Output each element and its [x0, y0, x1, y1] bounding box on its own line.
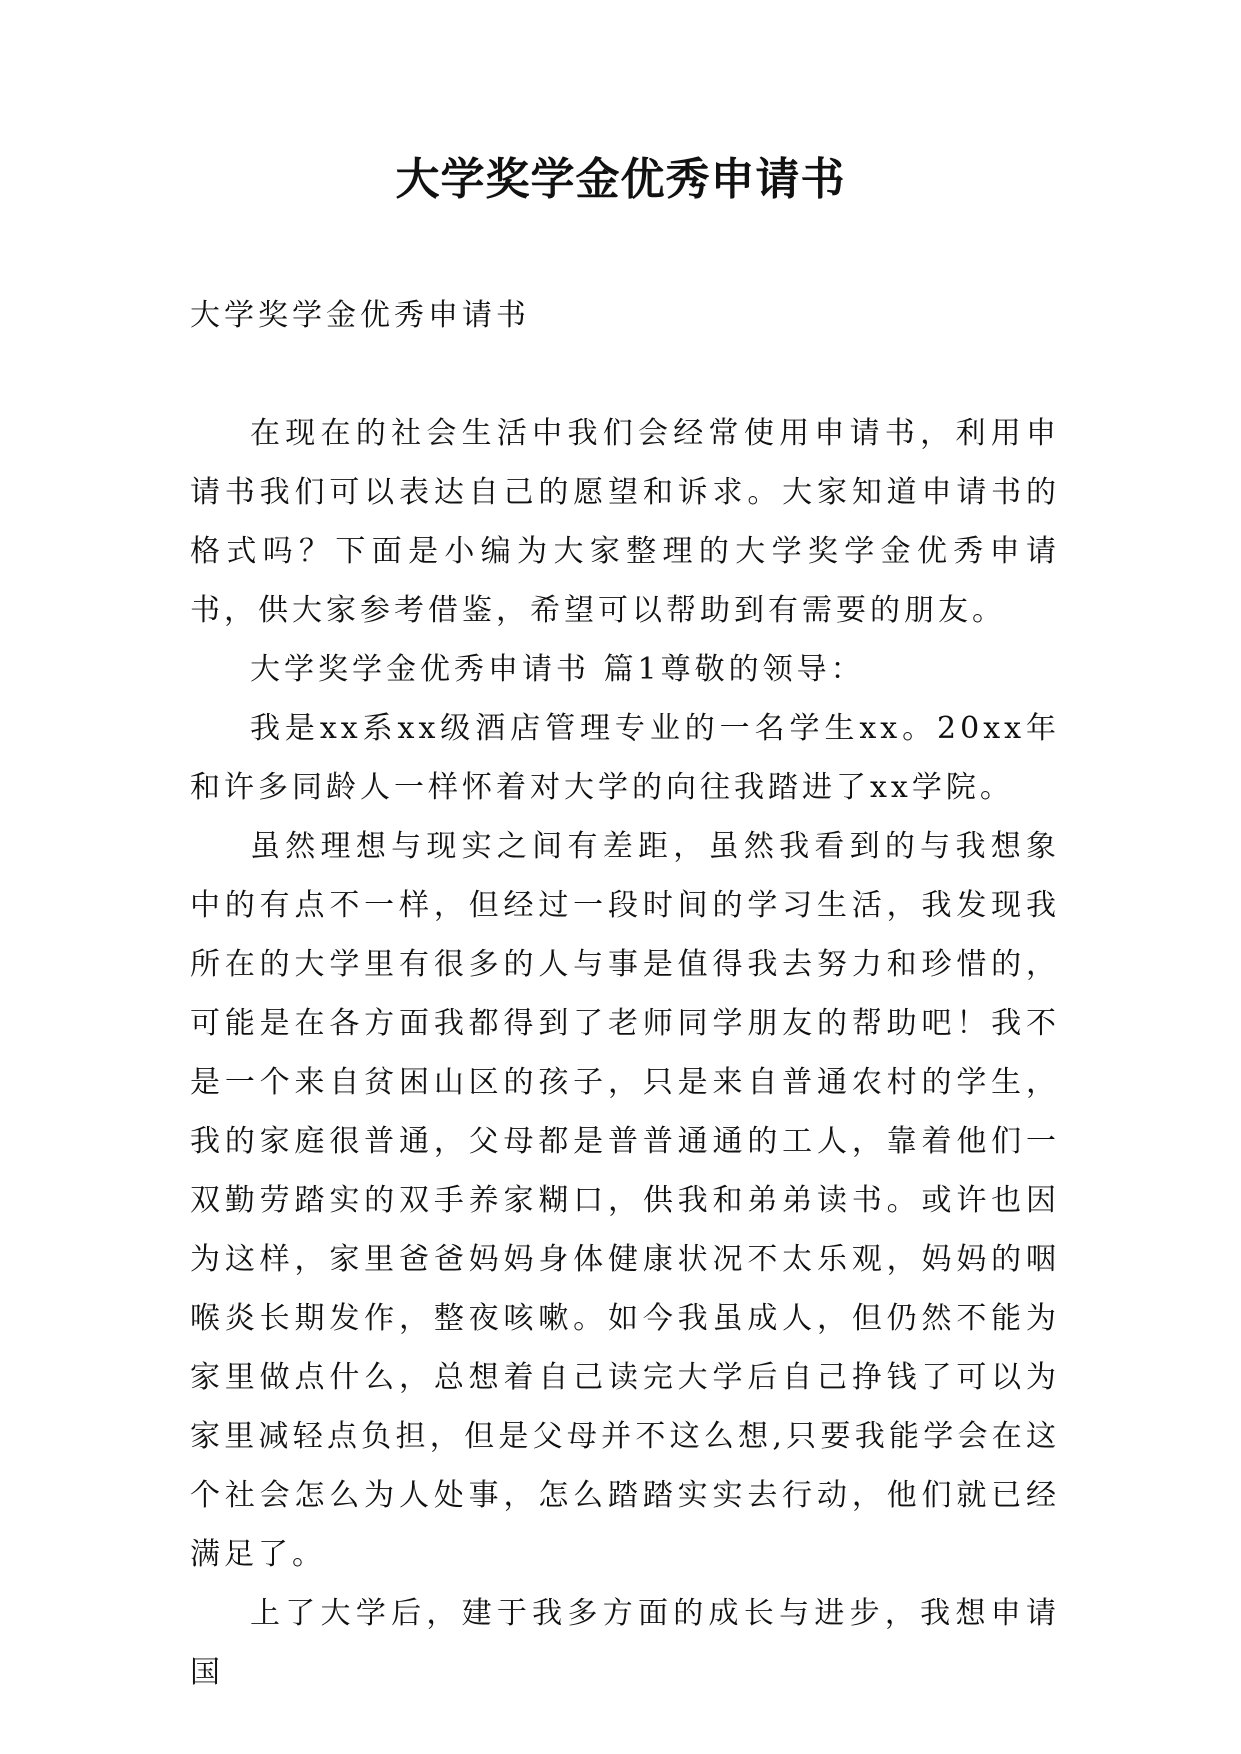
document-body	[190, 286, 1060, 1702]
paragraph-intro: 在现在的社会生活中我们会经常使用申请书，利用申请书我们可以表达自己的愿望和诉求。大家知道申请书的格式吗？下面是小编为大家整理的大学奖学金优秀申请书，供大家参考借鉴，希望可以帮助到有需要的朋友。	[190, 416, 1060, 628]
paragraph-self-introduction: 我是xx系xx级酒店管理专业的一名学生xx。20xx年和许多同龄人一样怀着对大学的向往我踏进了xx学院。	[190, 711, 1060, 805]
paragraph-family-background: 虽然理想与现实之间有差距，虽然我看到的与我想象中的有点不一样，但经过一段时间的学习生活，我发现我所在的大学里有很多的人与事是值得我去努力和珍惜的，可能是在各方面我都得到了老师同学朋友的帮助吧！我不是一个来自贫困山区的孩子，只是来自普通农村的学生，我的家庭很普通，父母都是普普通通的工人，靠着他们一双勤劳踏实的双手养家糊口，供我和弟弟读书。或许也因为这样，家里爸爸妈妈身体健康状况不太乐观，妈妈的咽喉炎长期发作，整夜咳嗽。如今我虽成人，但仍然不能为家里做点什么，总想着自己读完大学后自己挣钱了可以为家里减轻点负担，但是父母并不这么想,只要我能学会在这个社会怎么为人处事，怎么踏踏实实去行动，他们就已经满足了。	[190, 829, 1060, 1572]
paragraph-application-start: 上了大学后，建于我多方面的成长与进步，我想申请国	[190, 1596, 1060, 1690]
paragraph-salutation: 大学奖学金优秀申请书 篇1尊敬的领导：	[250, 652, 865, 687]
document-title: 大学奖学金优秀申请书	[395, 154, 846, 205]
document-subtitle: 大学奖学金优秀申请书	[190, 298, 530, 333]
